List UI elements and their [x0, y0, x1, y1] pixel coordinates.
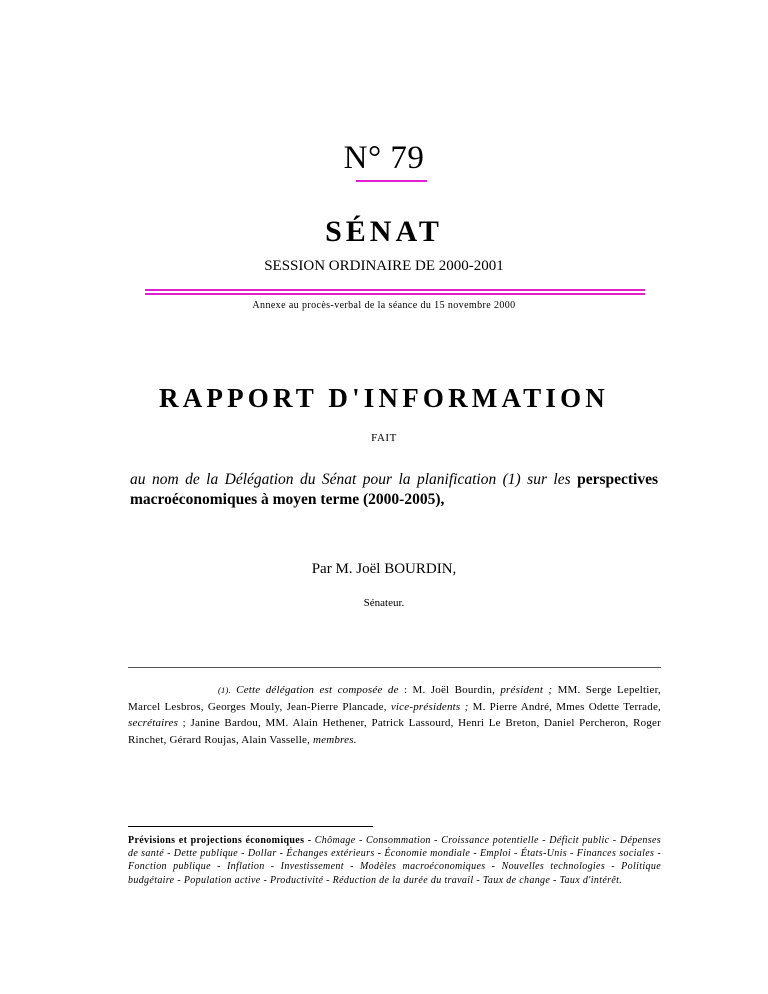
- footnote-text: secrétaires: [128, 717, 179, 729]
- decorative-rule: [356, 180, 427, 182]
- annex-note: Annexe au procès-verbal de la séance du 15 novembre 2000: [252, 300, 516, 311]
- session-label: SESSION ORDINAIRE DE 2000-2001: [264, 258, 504, 274]
- double-rule: [145, 289, 645, 295]
- footnote-text: vice-présidents ;: [390, 700, 469, 713]
- author-role: Sénateur.: [363, 597, 405, 609]
- footnote: [128, 682, 661, 748]
- footnote-text: : M. Joël Bourdin,: [398, 684, 501, 696]
- footnote-divider: [128, 667, 661, 668]
- report-subject: [130, 470, 658, 510]
- footnote-text: M. Pierre André, Mmes Odette Terrade,: [468, 700, 662, 713]
- report-title: RAPPORT D'INFORMATION: [159, 383, 609, 413]
- footnote-text: membres.: [312, 733, 357, 746]
- footnote-text: MM. Serge Lepeltier, Marcel Lesbros, Georges Mouly, Jean-Pierre Plancade,: [128, 684, 661, 713]
- subject-delegation: au nom de la Délégation du Sénat pour la planification (1) sur les: [130, 471, 571, 488]
- footnote-number: (1).: [218, 685, 231, 695]
- footnote-text: Cette délégation est composée de: [236, 684, 399, 696]
- author-name: Par M. Joël BOURDIN,: [311, 561, 457, 577]
- keywords-divider: [128, 826, 373, 827]
- footnote-text: ; Janine Bardou, MM. Alain Hethener, Patrick Lassourd, Henri Le Breton, Daniel Percheron, Roger Rinchet, Gérard Roujas, Alain Vasselle,: [128, 717, 661, 746]
- keywords-list: Chômage - Consommation - Croissance potentielle - Déficit public - Dépenses de santé - Dette publique - Dollar - Échanges extérieurs - Économie mondiale - Emploi - États-Unis - Finances sociales - Fonction publique - Inflation - Investissement - Modèles macroéconomiques - Nouvelles technologies - Politique budgétaire - Population active - Productivité - Réduction de la durée du travail - Taux de change - Taux d'intérêt.: [128, 835, 662, 886]
- document-number: N° 79: [343, 140, 425, 176]
- institution-name: SÉNAT: [325, 215, 443, 248]
- subject-topic: perspectives macroéconomiques à moyen terme (2000-2005),: [130, 471, 659, 508]
- keywords-block: [128, 834, 661, 887]
- keywords-lead: Prévisions et projections économiques -: [128, 835, 315, 846]
- footnote-text: président ;: [500, 684, 553, 696]
- fait-label: FAIT: [371, 432, 397, 444]
